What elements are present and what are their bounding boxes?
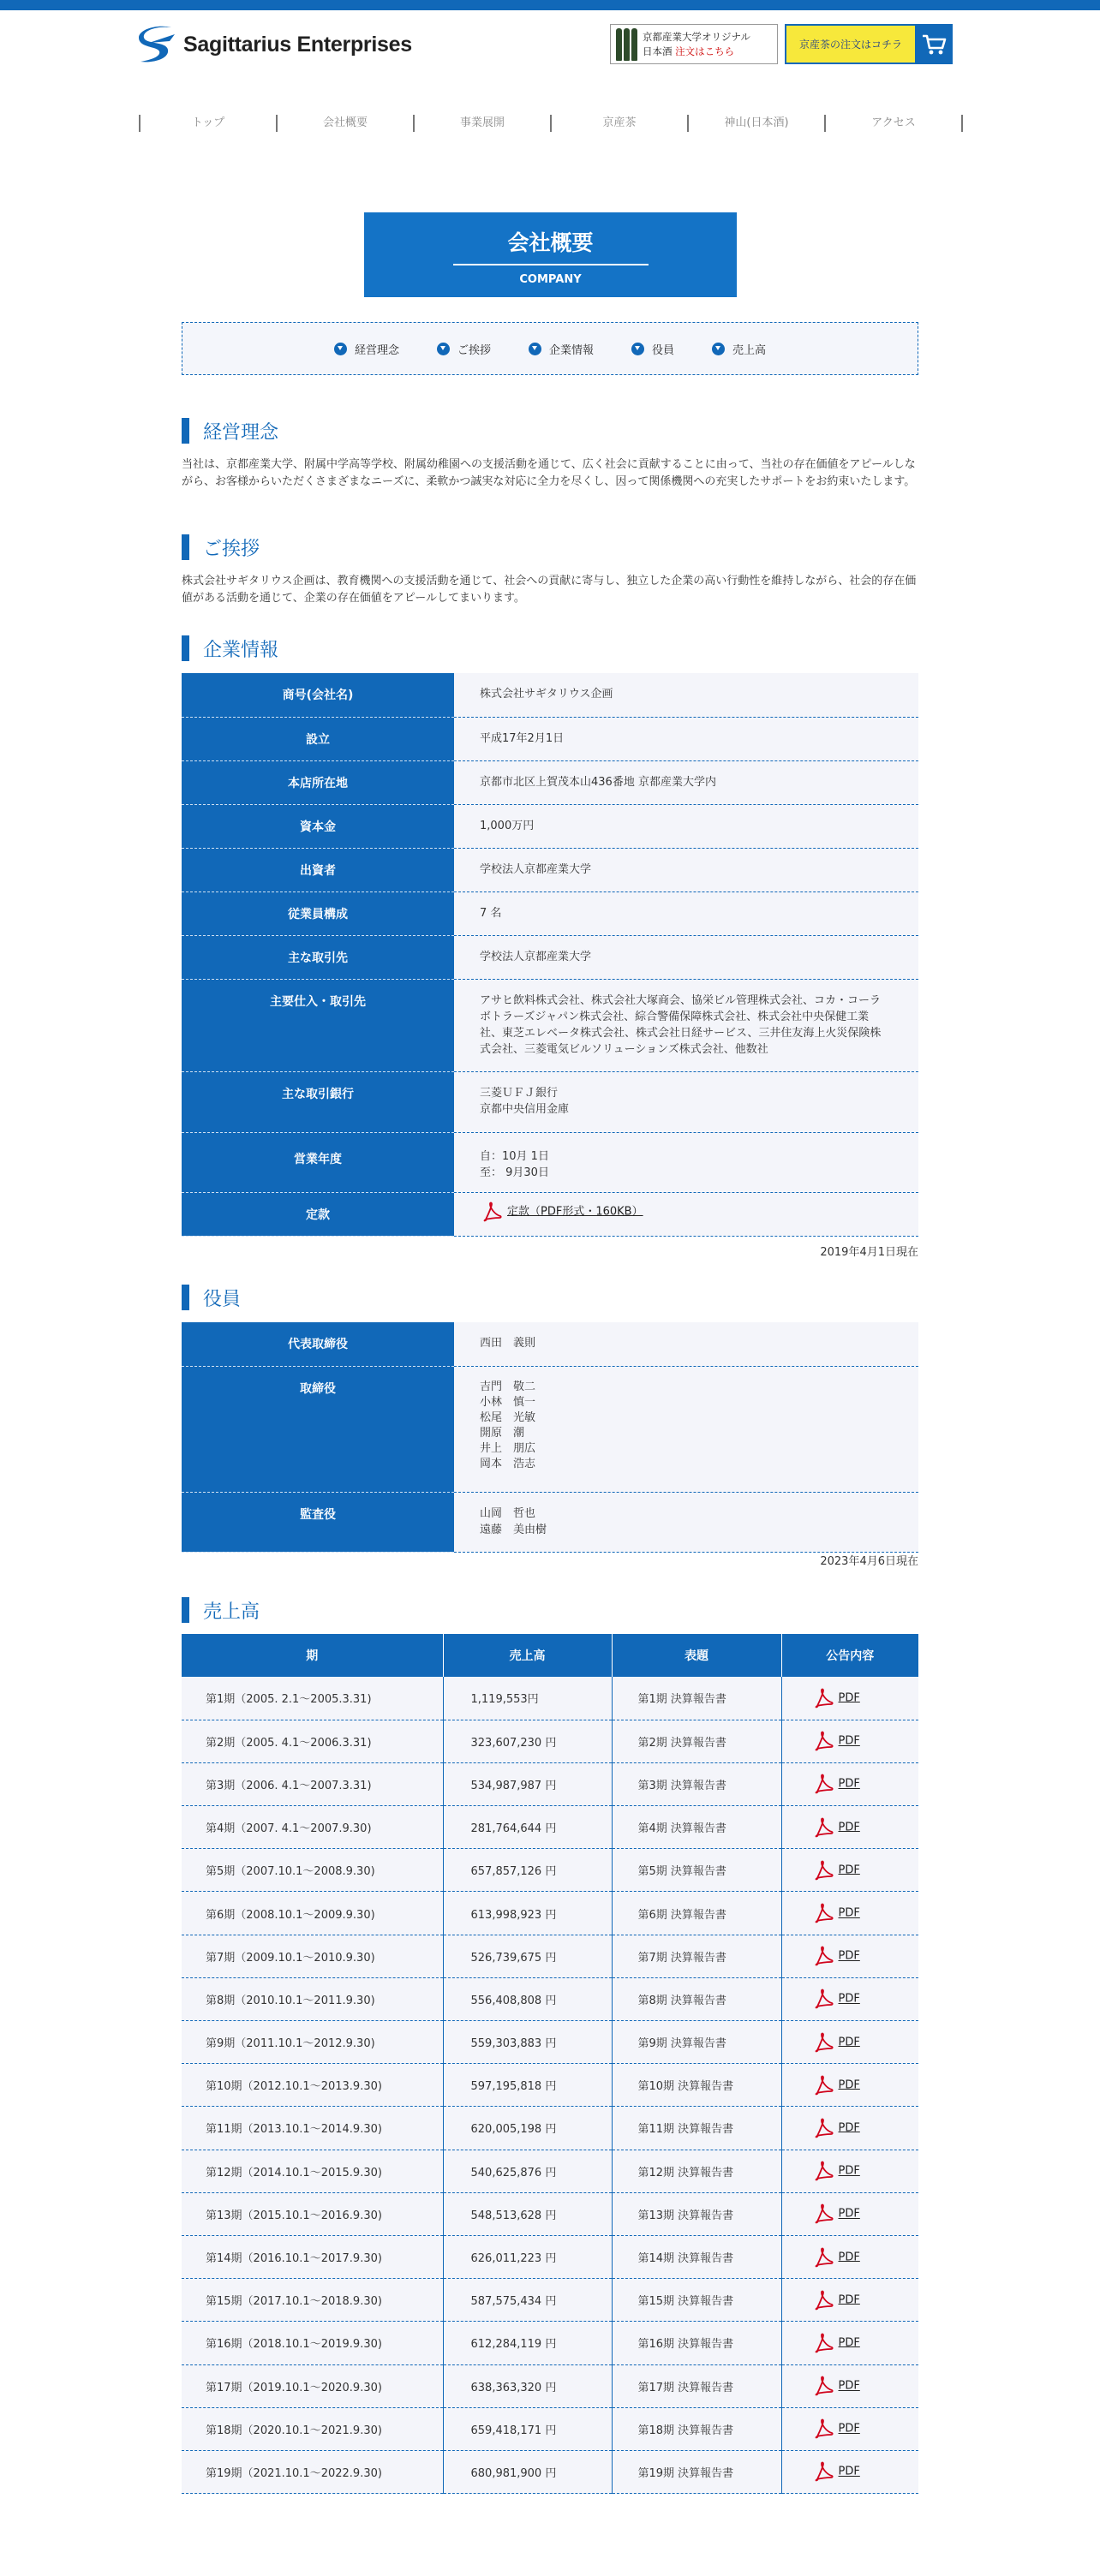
nav-item-top[interactable]: トップ [139, 115, 276, 132]
row-value [454, 1192, 918, 1236]
sales-amount-cell: 587,575,434 円 [443, 2279, 612, 2322]
pdf-icon [483, 1202, 502, 1222]
sales-amount-cell: 613,998,923 円 [443, 1892, 612, 1935]
sales-table [182, 1634, 918, 2494]
table-row [182, 673, 918, 717]
pdf-cell [781, 2150, 918, 2192]
period-cell: 第17期（2019.10.1～2020.9.30) [182, 2364, 443, 2407]
sales-amount-cell: 626,011,223 円 [443, 2235, 612, 2278]
table-row [182, 2407, 918, 2450]
pdf-link[interactable]: PDF [838, 2078, 860, 2092]
table-header-row [182, 1634, 918, 1677]
main-nav [139, 115, 963, 137]
row-value: 京都市北区上賀茂本山436番地 京都産業大学内 [454, 760, 918, 804]
title-divider [453, 264, 649, 265]
table-row [182, 848, 918, 891]
pdf-cell [781, 1977, 918, 2020]
cart-icon [915, 24, 953, 64]
report-title-cell: 第5期 決算報告書 [612, 1849, 781, 1892]
pdf-link[interactable]: PDF [838, 1821, 860, 1834]
period-cell: 第15期（2017.10.1～2018.9.30) [182, 2279, 443, 2322]
pdf-icon [815, 2247, 834, 2268]
sake-banner-line1: 京都産業大学オリジナル [643, 30, 750, 43]
sales-amount-cell: 1,119,553円 [443, 1677, 612, 1720]
report-title-cell: 第6期 決算報告書 [612, 1892, 781, 1935]
report-title-cell: 第4期 決算報告書 [612, 1806, 781, 1849]
anchor-links [182, 322, 918, 375]
section-heading-company-info [182, 635, 278, 661]
pdf-icon [815, 2203, 834, 2224]
section-heading-text: 経営理念 [203, 421, 279, 444]
report-title-cell: 第7期 決算報告書 [612, 1935, 781, 1977]
officers-table [182, 1322, 918, 1553]
report-title-cell: 第9期 決算報告書 [612, 2021, 781, 2064]
period-cell: 第5期（2007.10.1～2008.9.30) [182, 1849, 443, 1892]
table-row [182, 1720, 918, 1762]
row-label: 監査役 [182, 1492, 454, 1552]
table-row [182, 2279, 918, 2322]
row-value: 自：10月 1日 至： 9月30日 [454, 1132, 918, 1192]
pdf-cell [781, 2450, 918, 2493]
period-cell: 第14期（2016.10.1～2017.9.30) [182, 2235, 443, 2278]
row-label: 主要仕入・取引先 [182, 979, 454, 1071]
report-title-cell: 第11期 決算報告書 [612, 2107, 781, 2150]
pdf-cell [781, 1720, 918, 1762]
pdf-cell [781, 2192, 918, 2235]
pdf-icon [815, 2418, 834, 2439]
sake-order-banner[interactable] [610, 24, 778, 64]
pdf-cell [781, 1806, 918, 1849]
sake-banner-line2b: 注文はこちら [675, 45, 735, 57]
report-title-cell: 第17期 決算報告書 [612, 2364, 781, 2407]
row-value: アサヒ飲料株式会社、株式会社大塚商会、協栄ビル管理株式会社、コカ・コーラボトラーズジャパン株式会社、綜合警備保障株式会社、株式会社中央保健工業社、東芝エレベータ株式会社、株式会社日経サービス、三井住友海上火災保険株式会社、三菱電気ビルソリューションズ株式会社、他数社 [454, 979, 918, 1071]
pdf-cell [781, 2279, 918, 2322]
nav-item-company[interactable]: 会社概要 [276, 115, 413, 132]
chevron-down-icon [631, 343, 644, 355]
section-heading-sales [182, 1597, 260, 1623]
sales-amount-cell: 559,303,883 円 [443, 2021, 612, 2064]
report-title-cell: 第13期 決算報告書 [612, 2192, 781, 2235]
period-cell: 第3期（2006. 4.1～2007.3.31) [182, 1762, 443, 1805]
pdf-link[interactable]: PDF [838, 1992, 860, 2006]
table-row [182, 1892, 918, 1935]
section-heading-greeting [182, 534, 260, 560]
table-row [182, 979, 918, 1071]
table-row [182, 2064, 918, 2107]
pdf-icon [815, 1774, 834, 1794]
sales-amount-cell: 638,363,320 円 [443, 2364, 612, 2407]
column-header: 公告内容 [781, 1634, 918, 1677]
table-row [182, 1677, 918, 1720]
pdf-link[interactable]: PDF [838, 1691, 860, 1705]
period-cell: 第11期（2013.10.1～2014.9.30) [182, 2107, 443, 2150]
sales-amount-cell: 540,625,876 円 [443, 2150, 612, 2192]
pdf-link[interactable]: PDF [838, 2336, 860, 2350]
row-label: 従業員構成 [182, 891, 454, 935]
row-label: 設立 [182, 717, 454, 760]
row-label: 取締役 [182, 1366, 454, 1492]
table-row [182, 2021, 918, 2064]
row-value: 吉門 敬二 小林 慎一 松尾 光敏 開原 潮 井上 朋広 岡本 浩志 [454, 1366, 918, 1492]
pdf-icon [815, 1903, 834, 1923]
pdf-link[interactable]: PDF [838, 1949, 860, 1963]
sales-amount-cell: 526,739,675 円 [443, 1935, 612, 1977]
table-row [182, 1071, 918, 1132]
period-cell: 第9期（2011.10.1～2012.9.30) [182, 2021, 443, 2064]
report-title-cell: 第1期 決算報告書 [612, 1677, 781, 1720]
sales-amount-cell: 534,987,987 円 [443, 1762, 612, 1805]
pdf-link[interactable]: PDF [838, 1906, 860, 1920]
pdf-icon [815, 2290, 834, 2311]
row-value: 三菱ＵＦＪ銀行 京都中央信用金庫 [454, 1071, 918, 1132]
greeting-text: 株式会社サギタリウス企画は、教育機関への支援活動を通じて、社会への貢献に寄与し、独立した企業の高い行動性を維持しながら、社会的存在価値がある活動を通じて、企業の存在価値をアピールしてまいります。 [182, 575, 917, 605]
table-row [182, 1492, 918, 1552]
page-title-box [364, 212, 737, 297]
table-row [182, 2322, 918, 2364]
sales-amount-cell: 612,284,119 円 [443, 2322, 612, 2364]
period-cell: 第6期（2008.10.1～2009.9.30) [182, 1892, 443, 1935]
row-label: 主な取引先 [182, 935, 454, 979]
report-title-cell: 第8期 決算報告書 [612, 1977, 781, 2020]
report-title-cell: 第12期 決算報告書 [612, 2150, 781, 2192]
pdf-cell [781, 1892, 918, 1935]
row-label: 本店所在地 [182, 760, 454, 804]
pdf-link[interactable]: PDF [838, 1734, 860, 1748]
pdf-icon [815, 1731, 834, 1751]
period-cell: 第13期（2015.10.1～2016.9.30) [182, 2192, 443, 2235]
pdf-cell [781, 2021, 918, 2064]
table-row [182, 935, 918, 979]
pdf-cell [781, 2407, 918, 2450]
pdf-icon [815, 1817, 834, 1838]
pdf-cell [781, 2322, 918, 2364]
philosophy-text: 当社は、京都産業大学、附属中学高等学校、附属幼稚園への支援活動を通じて、広く社会に貢献することに由って、当社の存在価値をアピールしながら、お客様からいただくさまざまなニーズに、柔軟かつ誠実な対応に全力を尽くし、因って関係機関への充実したサポートをお約束いたします。 [182, 458, 916, 488]
table-row [182, 1806, 918, 1849]
tea-order-banner[interactable] [785, 24, 953, 64]
table-row [182, 1322, 918, 1366]
pdf-cell [781, 2107, 918, 2150]
table-row [182, 2150, 918, 2192]
row-label: 資本金 [182, 804, 454, 848]
sales-table-body [182, 1677, 918, 2494]
sake-banner-line2a: 日本酒 [643, 45, 676, 57]
articles-pdf-link[interactable]: 定款（PDF形式・160KB） [507, 1205, 643, 1218]
tea-banner-label: 京産茶の注文はコチラ [785, 24, 915, 64]
row-label: 商号(会社名) [182, 673, 454, 717]
pdf-link[interactable]: PDF [838, 2465, 860, 2478]
report-title-cell: 第18期 決算報告書 [612, 2407, 781, 2450]
sagittarius-logo-icon [137, 24, 176, 65]
sales-amount-cell: 659,418,171 円 [443, 2407, 612, 2450]
table-row [182, 717, 918, 760]
table-row [182, 804, 918, 848]
table-row [182, 1366, 918, 1492]
table-row [182, 1849, 918, 1892]
table-row [182, 2192, 918, 2235]
table-row [182, 2450, 918, 2493]
column-header: 売上高 [443, 1634, 612, 1677]
sales-amount-cell: 281,764,644 円 [443, 1806, 612, 1849]
pdf-link[interactable]: PDF [838, 2422, 860, 2436]
sales-amount-cell: 556,408,808 円 [443, 1977, 612, 2020]
nav-item-business[interactable]: 事業展開 [413, 115, 550, 132]
company-info-table [182, 673, 918, 1237]
row-value: 西田 義則 [454, 1322, 918, 1366]
table-row [182, 1132, 918, 1192]
period-cell: 第10期（2012.10.1～2013.9.30) [182, 2064, 443, 2107]
company-logo[interactable] [137, 24, 412, 65]
pdf-link[interactable]: PDF [838, 2293, 860, 2307]
pdf-cell [781, 1677, 918, 1720]
pdf-cell [781, 1849, 918, 1892]
table-row [182, 2364, 918, 2407]
row-value: 学校法人京都産業大学 [454, 848, 918, 891]
chevron-down-icon [529, 343, 541, 355]
period-cell: 第2期（2005. 4.1～2006.3.31) [182, 1720, 443, 1762]
report-title-cell: 第3期 決算報告書 [612, 1762, 781, 1805]
row-value: 学校法人京都産業大学 [454, 935, 918, 979]
row-label: 主な取引銀行 [182, 1071, 454, 1132]
report-title-cell: 第2期 決算報告書 [612, 1720, 781, 1762]
table-row [182, 1935, 918, 1977]
report-title-cell: 第16期 決算報告書 [612, 2322, 781, 2364]
sales-amount-cell: 548,513,628 円 [443, 2192, 612, 2235]
table-row [182, 1977, 918, 2020]
period-cell: 第8期（2010.10.1～2011.9.30) [182, 1977, 443, 2020]
pdf-icon [815, 2161, 834, 2181]
anchor-philosophy[interactable] [334, 341, 399, 357]
officers-date-note: 2023年4月6日現在 [820, 1555, 918, 1568]
pdf-icon [815, 2118, 834, 2138]
row-label: 出資者 [182, 848, 454, 891]
pdf-icon [815, 2032, 834, 2053]
pdf-link[interactable]: PDF [838, 2164, 860, 2178]
chevron-down-icon [334, 343, 347, 355]
report-title-cell: 第14期 決算報告書 [612, 2235, 781, 2278]
row-value: 山岡 哲也 遠藤 美由樹 [454, 1492, 918, 1552]
report-title-cell: 第19期 決算報告書 [612, 2450, 781, 2493]
sales-amount-cell: 597,195,818 円 [443, 2064, 612, 2107]
period-cell: 第18期（2020.10.1～2021.9.30) [182, 2407, 443, 2450]
company-info-date-note: 2019年4月1日現在 [820, 1246, 918, 1259]
row-value: 7 名 [454, 891, 918, 935]
column-header: 期 [182, 1634, 443, 1677]
table-row [182, 760, 918, 804]
pdf-link[interactable]: PDF [838, 1777, 860, 1791]
pdf-icon [815, 2075, 834, 2096]
anchor-label: 企業情報 [548, 343, 594, 357]
anchor-label: 役員 [652, 343, 675, 357]
row-value: 平成17年2月1日 [454, 717, 918, 760]
period-cell: 第7期（2009.10.1～2010.9.30) [182, 1935, 443, 1977]
pdf-link[interactable]: PDF [838, 2121, 860, 2135]
nav-item-kamiyama[interactable]: 神山(日本酒) [687, 115, 824, 132]
table-row [182, 2235, 918, 2278]
pdf-link[interactable]: PDF [838, 2379, 860, 2393]
anchor-greeting[interactable] [437, 341, 491, 357]
pdf-cell [781, 2235, 918, 2278]
section-heading-philosophy [182, 418, 278, 444]
chevron-down-icon [437, 343, 450, 355]
section-heading-text: 企業情報 [203, 639, 279, 661]
pdf-cell [781, 1762, 918, 1805]
pdf-icon [815, 1860, 834, 1881]
sales-amount-cell: 620,005,198 円 [443, 2107, 612, 2150]
anchor-label: 経営理念 [354, 343, 399, 357]
logo-text: Sagittarius Enterprises [183, 32, 412, 57]
anchor-officers[interactable] [631, 341, 674, 357]
top-accent-bar [0, 0, 1100, 10]
section-heading-text: ご挨拶 [203, 538, 260, 560]
report-title-cell: 第15期 決算報告書 [612, 2279, 781, 2322]
row-value: 株式会社サギタリウス企画 [454, 673, 918, 717]
chevron-down-icon [712, 343, 725, 355]
pdf-icon [815, 2333, 834, 2353]
column-header: 表題 [612, 1634, 781, 1677]
table-row [182, 891, 918, 935]
period-cell: 第12期（2014.10.1～2015.9.30) [182, 2150, 443, 2192]
section-heading-text: 役員 [203, 1288, 242, 1310]
pdf-cell [781, 1935, 918, 1977]
table-row [182, 1192, 918, 1236]
anchor-sales[interactable] [712, 341, 766, 357]
page-title: 会社概要 [507, 230, 594, 255]
nav-item-kyosancha[interactable]: 京産茶 [550, 115, 687, 132]
pdf-link[interactable]: PDF [838, 2251, 860, 2264]
pdf-icon [815, 2461, 834, 2482]
report-title-cell: 第10期 決算報告書 [612, 2064, 781, 2107]
sales-amount-cell: 657,857,126 円 [443, 1849, 612, 1892]
pdf-link[interactable]: PDF [838, 1863, 860, 1877]
pdf-link[interactable]: PDF [838, 2036, 860, 2049]
pdf-icon [815, 1688, 834, 1708]
pdf-icon [815, 1946, 834, 1966]
pdf-link[interactable]: PDF [838, 2207, 860, 2221]
anchor-label: ご挨拶 [457, 343, 491, 357]
sales-amount-cell: 680,981,900 円 [443, 2450, 612, 2493]
anchor-company-info[interactable] [529, 341, 594, 357]
pdf-icon [815, 1989, 834, 2009]
period-cell: 第1期（2005. 2.1～2005.3.31) [182, 1677, 443, 1720]
row-value: 1,000万円 [454, 804, 918, 848]
page-subtitle: COMPANY [519, 273, 582, 286]
pdf-cell [781, 2364, 918, 2407]
period-cell: 第19期（2021.10.1～2022.9.30) [182, 2450, 443, 2493]
sales-amount-cell: 323,607,230 円 [443, 1720, 612, 1762]
nav-item-access[interactable]: アクセス [824, 115, 963, 132]
section-heading-officers [182, 1285, 241, 1310]
row-label: 営業年度 [182, 1132, 454, 1192]
section-heading-text: 売上高 [203, 1601, 260, 1623]
table-row [182, 2107, 918, 2150]
row-label: 代表取締役 [182, 1322, 454, 1366]
anchor-label: 売上高 [732, 343, 767, 357]
sake-bottles-icon [616, 28, 637, 61]
table-row [182, 1762, 918, 1805]
period-cell: 第16期（2018.10.1～2019.9.30) [182, 2322, 443, 2364]
pdf-cell [781, 2064, 918, 2107]
pdf-icon [815, 2376, 834, 2396]
period-cell: 第4期（2007. 4.1～2007.9.30) [182, 1806, 443, 1849]
row-label: 定款 [182, 1192, 454, 1236]
